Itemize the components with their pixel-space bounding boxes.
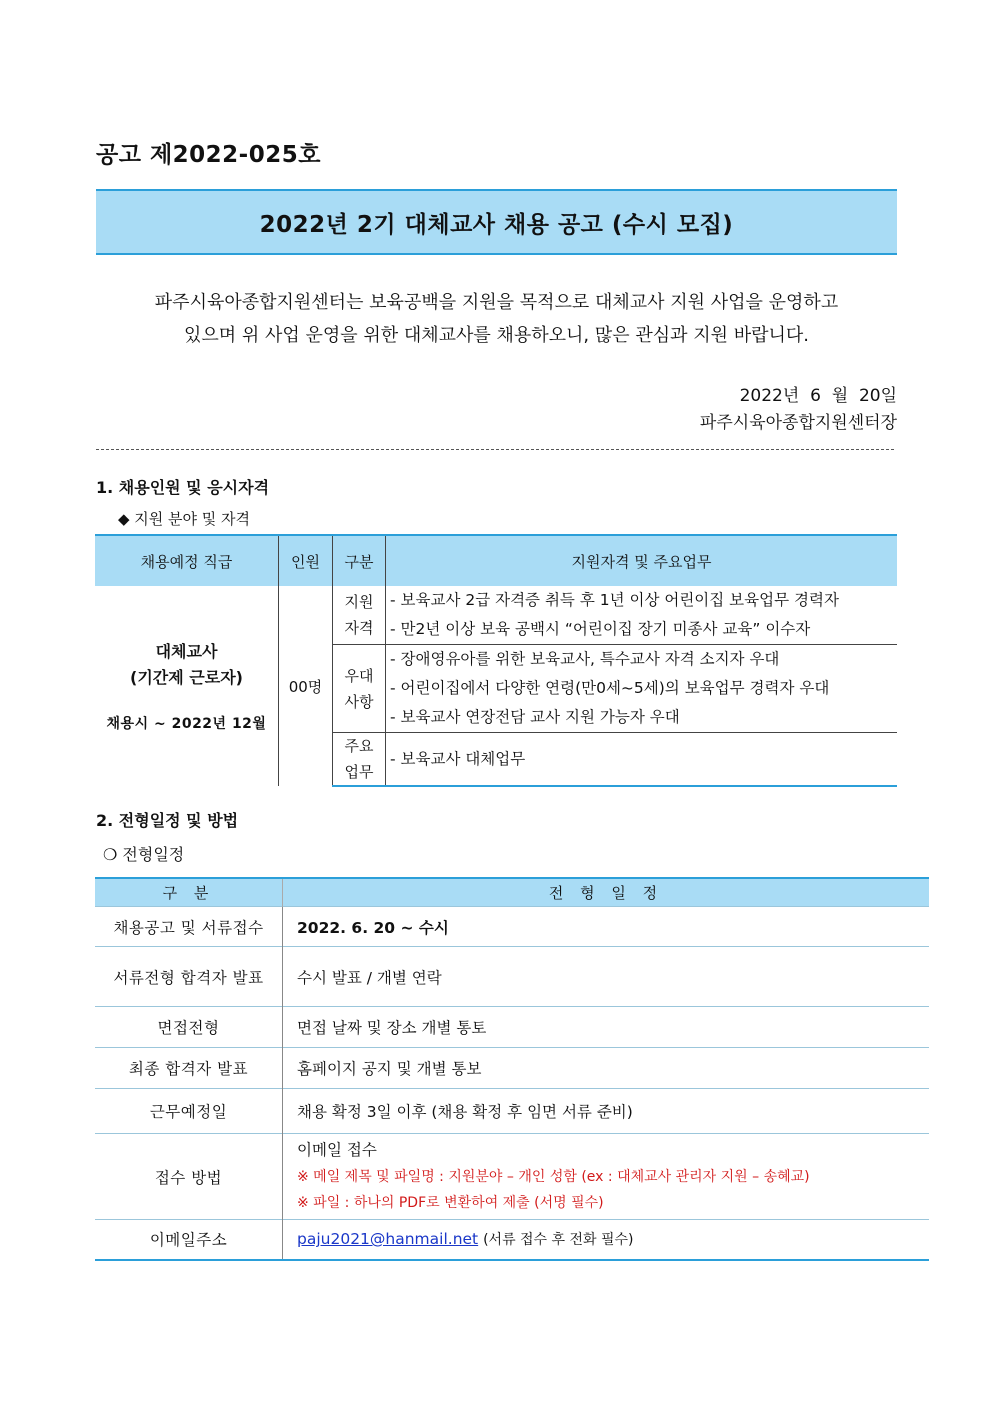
header-category: 구분 [333, 535, 386, 586]
email-cell [283, 1220, 930, 1260]
dashed-divider [96, 449, 894, 450]
section-1-title: 1. 채용인원 및 응시자격 [96, 478, 270, 497]
page-title: 2022년 2기 대체교사 채용 공고 (수시 모집) [259, 211, 734, 238]
intro-paragraph [96, 286, 897, 352]
duty-items [386, 733, 898, 787]
notice-number: 공고 제2022-025호 [96, 142, 321, 168]
schedule-value: 2022. 6. 20 ~ 수시 [283, 907, 930, 947]
header-position: 채용예정 직급 [95, 535, 279, 586]
list-item: - 장애영유아를 위한 보육교사, 특수교사 자격 소지자 우대 [390, 650, 780, 668]
category-label: 지원 [344, 593, 374, 611]
date-block [700, 383, 897, 437]
section-1-subtitle: ◆ 지원 분야 및 자격 [118, 510, 251, 528]
table-row [95, 1089, 929, 1134]
header-count: 인원 [279, 535, 333, 586]
header-qualification: 지원자격 및 주요업무 [386, 535, 898, 586]
list-item: - 만2년 이상 보육 공백시 “어린이집 장기 미종사 교육” 이수자 [390, 620, 811, 638]
table-row [95, 586, 897, 645]
table-row [95, 1007, 929, 1048]
email-note: (서류 접수 후 전화 필수) [483, 1232, 634, 1249]
position-cell [95, 586, 279, 786]
intro-line-1: 파주시육아종합지원센터는 보육공백을 지원을 목적으로 대체교사 지원 사업을 운영하고 [154, 292, 839, 313]
preference-items [386, 645, 898, 733]
recruitment-table [95, 534, 897, 787]
table-header-row [95, 535, 897, 586]
table-row [95, 907, 929, 947]
header-category: 구 분 [95, 878, 283, 907]
category-label: 자격 [344, 619, 374, 637]
schedule-value: 수시 발표 / 개별 연락 [283, 947, 930, 1007]
list-item: - 어린이집에서 다양한 연령(만0세~5세)의 보육업무 경력자 우대 [390, 679, 830, 697]
category-label: 우대 [344, 666, 374, 685]
email-link[interactable]: paju2021@hanmail.net [297, 1230, 479, 1249]
schedule-key: 채용공고 및 서류접수 [95, 907, 283, 947]
schedule-key: 면접전형 [95, 1007, 283, 1048]
title-banner [96, 189, 897, 255]
issue-date: 2022년 6 월 20일 [739, 386, 897, 406]
schedule-key: 최종 합격자 발표 [95, 1048, 283, 1089]
list-item: - 보육교사 대체업무 [390, 749, 526, 768]
schedule-key: 이메일주소 [95, 1220, 283, 1260]
schedule-key: 서류전형 합격자 발표 [95, 947, 283, 1007]
headcount-cell: 00명 [279, 586, 333, 786]
submit-method-cell [283, 1134, 930, 1220]
schedule-value: 면접 날짜 및 장소 개별 통토 [283, 1007, 930, 1048]
submit-note: ※ 파일 : 하나의 PDF로 변환하여 제출 (서명 필수) [297, 1195, 604, 1211]
category-qualification [333, 586, 386, 645]
signer: 파주시육아종합지원센터장 [699, 413, 897, 433]
table-header-row [95, 878, 929, 907]
category-preference [333, 645, 386, 733]
submit-method: 이메일 접수 [297, 1141, 377, 1159]
position-name: 대체교사 [155, 642, 218, 661]
qualification-items [386, 586, 898, 645]
intro-line-2: 있으며 위 사업 운영을 위한 대체교사를 채용하오니, 많은 관심과 지원 바랍니다. [183, 325, 810, 346]
table-row [95, 1220, 929, 1260]
employment-period: 채용시 ~ 2022년 12월 [106, 716, 267, 732]
table-row [95, 1134, 929, 1220]
list-item: - 보육교사 연장전담 교사 지원 가능자 우대 [390, 708, 680, 726]
section-2-title: 2. 전형일정 및 방법 [96, 811, 239, 830]
schedule-value: 채용 확정 3일 이후 (채용 확정 후 임면 서류 준비) [283, 1089, 930, 1134]
schedule-value: 홈페이지 공지 및 개별 통보 [283, 1048, 930, 1089]
list-item: - 보육교사 2급 자격증 취득 후 1년 이상 어린이집 보육업무 경력자 [390, 591, 839, 609]
category-label: 주요 [344, 737, 374, 755]
schedule-key: 접수 방법 [95, 1134, 283, 1220]
submit-note: ※ 메일 제목 및 파일명 : 지원분야 – 개인 성함 (ex : 대체교사 관리자 지원 – 송혜교) [297, 1169, 810, 1185]
section-2-subtitle: ❍ 전형일정 [103, 845, 185, 864]
schedule-key: 근무예정일 [95, 1089, 283, 1134]
table-row [95, 1048, 929, 1089]
position-type: (기간제 근로자) [130, 668, 243, 687]
table-row [95, 947, 929, 1007]
category-label: 업무 [344, 763, 374, 781]
header-schedule: 전 형 일 정 [283, 878, 930, 907]
category-duties [333, 733, 386, 787]
schedule-table [95, 877, 929, 1261]
category-label: 사항 [344, 692, 374, 711]
